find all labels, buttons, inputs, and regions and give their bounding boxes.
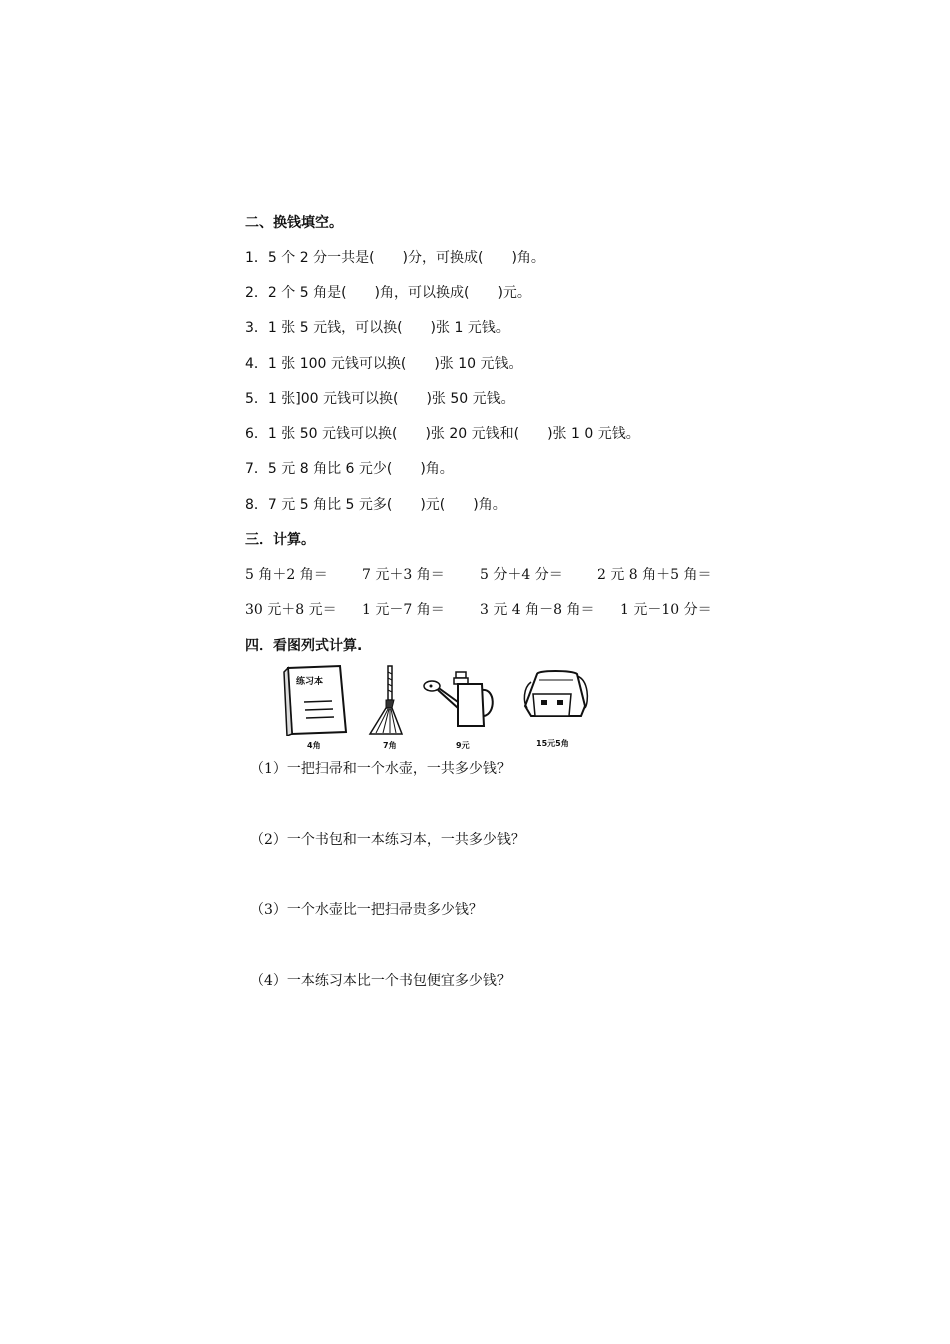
word-problem: （3）一个水壶比一把扫帚贵多少钱？ bbox=[250, 902, 483, 918]
calc-item: 1 元－7 角＝ bbox=[362, 602, 445, 618]
fill-item: 8．7 元 5 角比 5 元多( )元( )角。 bbox=[245, 497, 507, 513]
fill-item: 5．1 张]00 元钱可以换( )张 50 元钱。 bbox=[245, 391, 515, 407]
broom-icon bbox=[364, 664, 408, 738]
fill-item: 3．1 张 5 元钱，可以换( )张 1 元钱。 bbox=[245, 320, 510, 336]
calc-item: 30 元＋8 元＝ bbox=[245, 602, 337, 618]
fill-item: 6．1 张 50 元钱可以换( )张 20 元钱和( )张 1 0 元钱。 bbox=[245, 426, 640, 442]
fill-item: 4．1 张 100 元钱可以换( )张 10 元钱。 bbox=[245, 356, 523, 372]
watering-can-price: 9元 bbox=[456, 741, 470, 750]
watering-can-icon bbox=[422, 668, 498, 732]
notebook-cover-label: 练习本 bbox=[296, 677, 324, 687]
notebook-price: 4角 bbox=[307, 741, 321, 750]
calc-item: 2 元 8 角＋5 角＝ bbox=[597, 567, 712, 583]
calc-item: 3 元 4 角－8 角＝ bbox=[480, 602, 595, 618]
backpack-icon bbox=[519, 668, 591, 726]
word-problem: （4）一本练习本比一个书包便宜多少钱？ bbox=[250, 973, 511, 989]
section4-title: 四．看图列式计算. bbox=[245, 638, 363, 654]
broom-price: 7角 bbox=[383, 741, 397, 750]
calc-item: 5 分＋4 分＝ bbox=[480, 567, 563, 583]
fill-item: 1．5 个 2 分一共是( )分，可换成( )角。 bbox=[245, 250, 545, 266]
calc-item: 5 角＋2 角＝ bbox=[245, 567, 328, 583]
fill-item: 7．5 元 8 角比 6 元少( )角。 bbox=[245, 461, 454, 477]
calc-item: 1 元－10 分＝ bbox=[620, 602, 712, 618]
backpack-price: 15元5角 bbox=[536, 739, 569, 748]
word-problem: （2）一个书包和一本练习本，一共多少钱？ bbox=[250, 832, 525, 848]
fill-item: 2．2 个 5 角是( )角，可以换成( )元。 bbox=[245, 285, 531, 301]
word-problem: （1）一把扫帚和一个水壶，一共多少钱？ bbox=[250, 761, 511, 777]
section2-title: 二、换钱填空。 bbox=[245, 215, 343, 231]
calc-item: 7 元＋3 角＝ bbox=[362, 567, 445, 583]
section3-title: 三．计算。 bbox=[245, 532, 315, 548]
